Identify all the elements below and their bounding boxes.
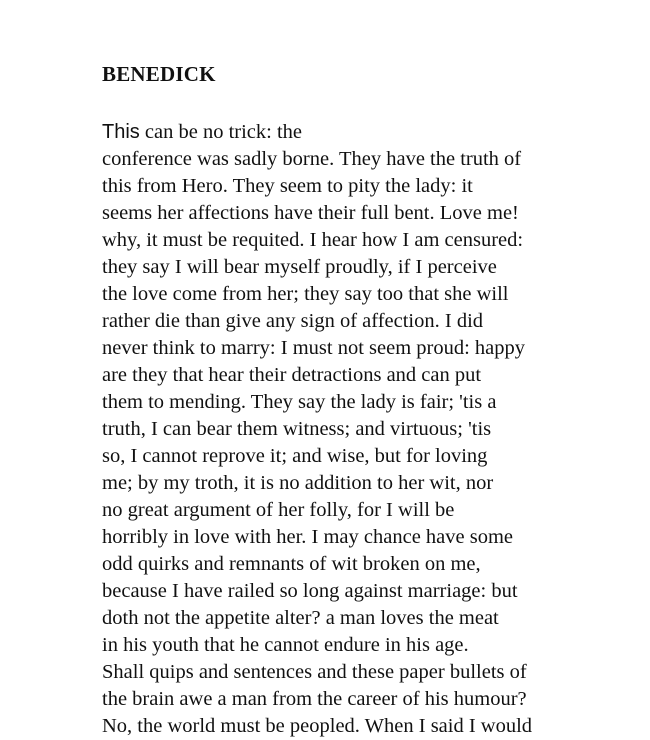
speech-line: they say I will bear myself proudly, if I perceive: [102, 256, 497, 278]
speech-line: Shall quips and sentences and these paper bullets of: [102, 661, 527, 683]
speech-line: this from Hero. They seem to pity the lady: it: [102, 175, 473, 197]
speech-line: truth, I can bear them witness; and virtuous; 'tis: [102, 418, 492, 440]
speech-line: no great argument of her folly, for I will be: [102, 499, 455, 521]
speech-lead-word: This: [102, 121, 140, 143]
speech-line: in his youth that he cannot endure in his age.: [102, 634, 469, 656]
speech-line: because I have railed so long against marriage: but: [102, 580, 518, 602]
speech-line: never think to marry: I must not seem proud: happy: [102, 337, 526, 359]
speech-line: rather die than give any sign of affection. I did: [102, 310, 484, 332]
speech-line: odd quirks and remnants of wit broken on me,: [102, 553, 481, 575]
speech-line-text: can be no trick: the: [139, 121, 303, 143]
speech-line: are they that hear their detractions and can put: [102, 364, 482, 386]
speech-line: so, I cannot reprove it; and wise, but for loving: [102, 445, 488, 467]
speaker-name: BENEDICK: [102, 62, 216, 86]
speech-line: the brain awe a man from the career of his humour?: [102, 688, 527, 710]
speech-line: the love come from her; they say too that she will: [102, 283, 509, 305]
speech-text: [102, 119, 642, 740]
speech-line: No, the world must be peopled. When I said I would: [102, 715, 533, 737]
speech-line: conference was sadly borne. They have the truth of: [102, 148, 522, 170]
speech-line: why, it must be requited. I hear how I am censured:: [102, 229, 524, 251]
speech-line: doth not the appetite alter? a man loves the meat: [102, 607, 499, 629]
speech-line: seems her affections have their full bent. Love me!: [102, 202, 519, 224]
speech-line: horribly in love with her. I may chance have some: [102, 526, 514, 548]
speech-line: [102, 119, 642, 146]
speech-line: them to mending. They say the lady is fair; 'tis a: [102, 391, 497, 413]
speech-line: me; by my troth, it is no addition to her wit, nor: [102, 472, 494, 494]
